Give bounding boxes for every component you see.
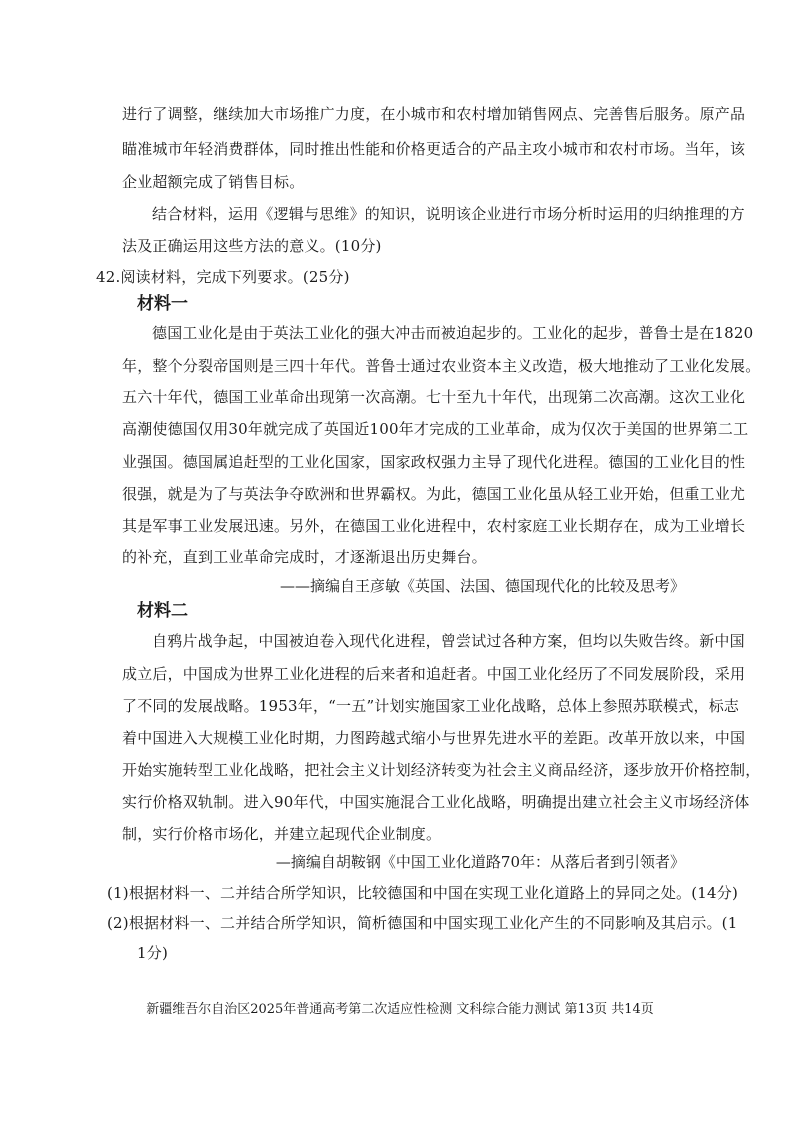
- material1-line-2: 年，整个分裂帝国则是三四十年代。普鲁士通过农业资本主义改造，极大地推动了工业化发展。: [122, 357, 761, 375]
- material1-line-5: 业强国。德国属追赶型的工业化国家，国家政权强力主导了现代化进程。德国的工业化目的性: [122, 453, 746, 471]
- material1-line-4: 高潮使德国仅用30年就完成了英国近100年才完成的工业革命，成为仅次于美国的世界第二工: [122, 420, 749, 438]
- material1-heading: 材料一: [137, 294, 188, 314]
- q41-prompt-line-2: 法及正确运用这些方法的意义。(10分): [122, 237, 382, 255]
- material2-line-5: 开始实施转型工业化战略，把社会主义计划经济转变为社会主义商品经济，逐步放开价格控制，: [122, 761, 761, 779]
- material1-line-6: 很强，就是为了与英法争夺欧洲和世界霸权。为此，德国工业化虽从轻工业开始，但重工业尤: [122, 485, 746, 503]
- material2-source: —摘编自胡鞍钢《中国工业化道路70年：从落后者到引领者》: [275, 853, 685, 871]
- q42-subquestion-2: (2)根据材料一、二并结合所学知识，简析德国和中国实现工业化产生的不同影响及其启示。(1: [107, 914, 738, 932]
- material2-line-7: 制，实行价格市场化，并建立起现代企业制度。: [122, 825, 442, 843]
- q41-prompt-line-1: 结合材料，运用《逻辑与思维》的知识，说明该企业进行市场分析时运用的归纳推理的方: [152, 205, 745, 223]
- material1-source: ——摘编自王彦敏《英国、法国、德国现代化的比较及思考》: [279, 577, 685, 595]
- material2-line-4: 着中国进入大规模工业化时期，力图跨越式缩小与世界先进水平的差距。改革开放以来，中国: [122, 729, 746, 747]
- material1-line-7: 其是军事工业发展迅速。另外，在德国工业化进程中，农村家庭工业长期存在，成为工业增长: [122, 517, 746, 535]
- material1-line-1: 德国工业化是由于英法工业化的强大冲击而被迫起步的。工业化的起步，普鲁士是在1820: [152, 324, 754, 342]
- material2-line-3: 了不同的发展战略。1953年，“一五”计划实施国家工业化战略，总体上参照苏联模式，标志: [122, 697, 740, 715]
- q41-text-line-1: 进行了调整，继续加大市场推广力度，在小城市和农村增加销售网点、完善售后服务。原产品: [122, 105, 746, 123]
- q41-text-line-3: 企业超额完成了销售目标。: [122, 173, 305, 191]
- material1-line-8: 的补充，直到工业革命完成时，才逐渐退出历史舞台。: [122, 548, 487, 566]
- q42-subquestion-2-cont: 1分): [137, 944, 168, 962]
- q42-subquestion-1: (1)根据材料一、二并结合所学知识，比较德国和中国在实现工业化道路上的异同之处。(14分): [107, 884, 739, 902]
- page-footer: 新疆维吾尔自治区2025年普通高考第二次适应性检测 文科综合能力测试 第13页 共14页: [146, 1002, 654, 1017]
- material2-heading: 材料二: [137, 601, 188, 621]
- material2-line-6: 实行价格双轨制。进入90年代，中国实施混合工业化战略，明确提出建立社会主义市场经济体: [122, 793, 750, 811]
- material2-line-2: 成立后，中国成为世界工业化进程的后来者和追赶者。中国工业化经历了不同发展阶段，采用: [122, 665, 746, 683]
- q41-text-line-2: 瞄准城市年轻消费群体，同时推出性能和价格更适合的产品主攻小城市和农村市场。当年，该: [122, 140, 746, 158]
- material1-line-3: 五六十年代，德国工业革命出现第一次高潮。七十至九十年代，出现第二次高潮。这次工业化: [122, 388, 746, 406]
- material2-line-1: 自鸦片战争起，中国被迫卷入现代化进程，曾尝试过各种方案，但均以失败告终。新中国: [152, 632, 745, 650]
- q42-title: 42.阅读材料，完成下列要求。(25分): [96, 268, 350, 286]
